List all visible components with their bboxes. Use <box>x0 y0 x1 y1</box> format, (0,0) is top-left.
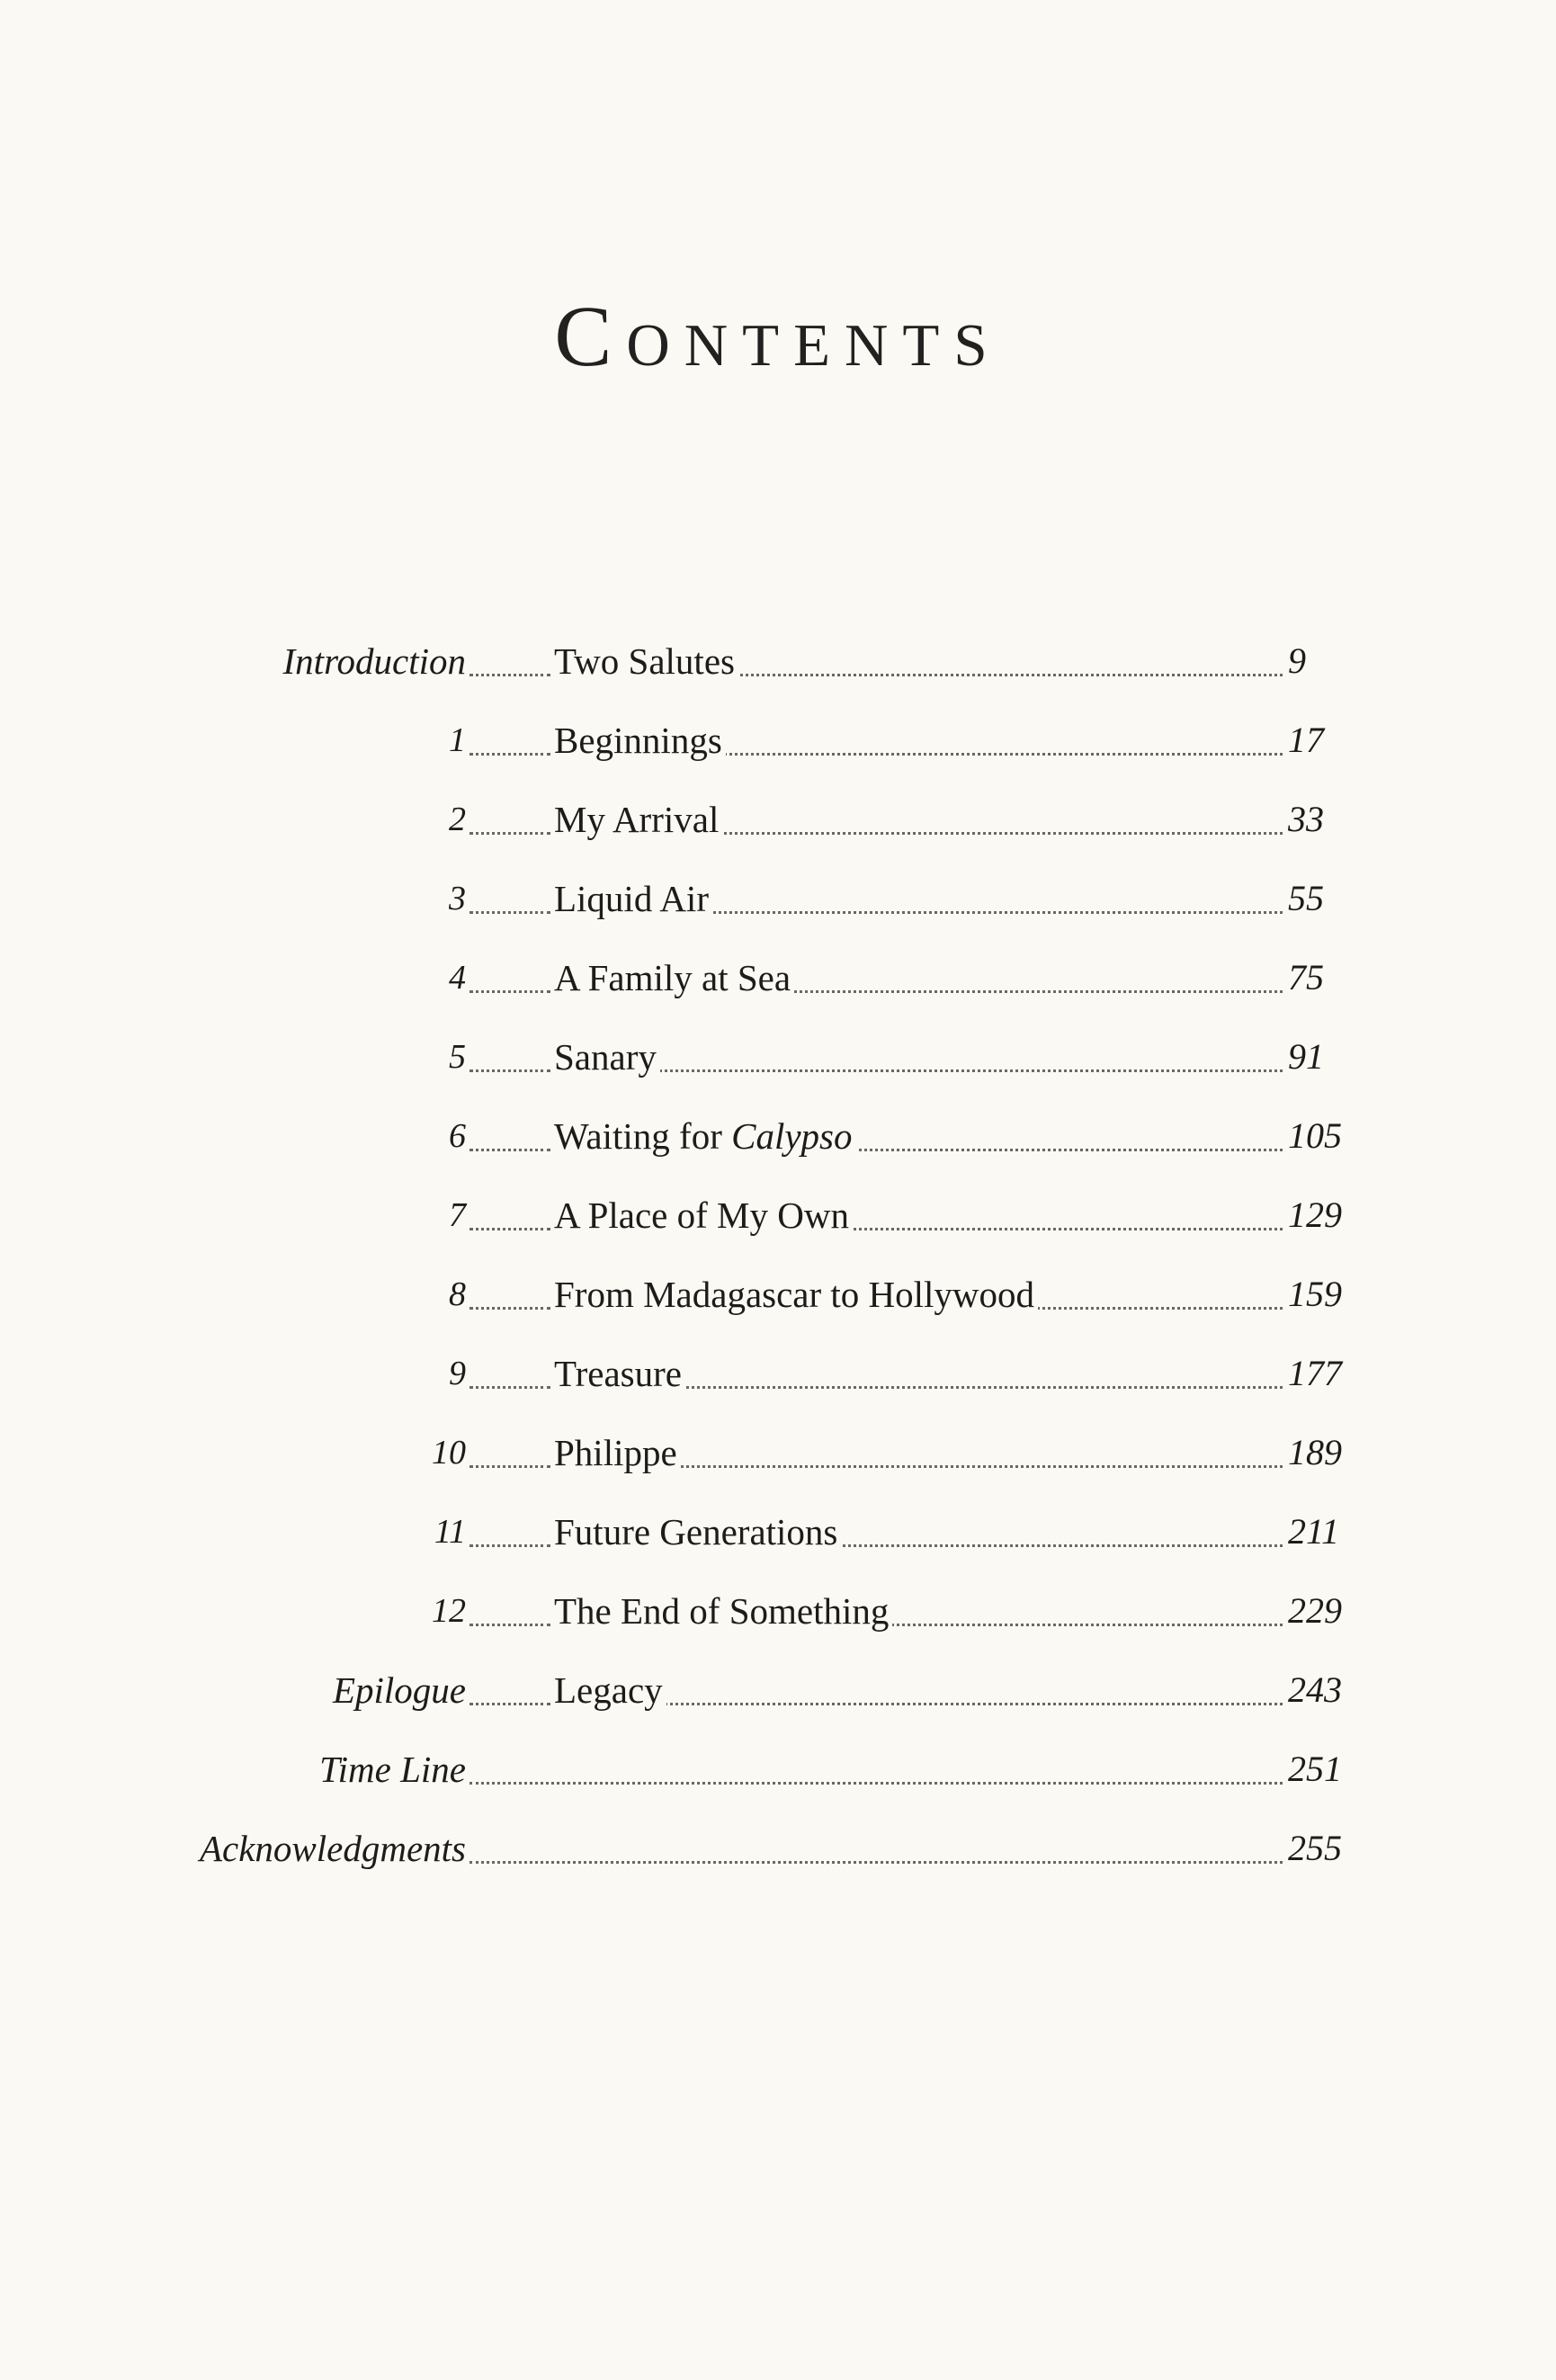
entry-title: Beginnings <box>554 709 726 772</box>
entry-page: 229 <box>1284 1579 1342 1642</box>
entry-label: Epilogue <box>332 1669 466 1711</box>
entry-title: A Family at Sea <box>554 946 794 1009</box>
dot-leader <box>558 1069 1283 1072</box>
entry-page: 105 <box>1284 1105 1342 1168</box>
dot-leader <box>469 990 550 993</box>
toc-entry <box>0 1421 1556 1484</box>
dot-leader <box>469 1386 550 1389</box>
entry-page: 243 <box>1284 1659 1342 1722</box>
entry-label: 6 <box>449 1117 466 1155</box>
toc-entry <box>0 709 1556 772</box>
entry-label: 3 <box>449 880 466 917</box>
toc-entry <box>0 1500 1556 1563</box>
entry-page: 129 <box>1284 1184 1342 1247</box>
dot-leader <box>558 1703 1283 1705</box>
entry-label: Introduction <box>282 640 466 682</box>
entry-label: 1 <box>449 721 466 759</box>
entry-page: 211 <box>1284 1500 1339 1563</box>
toc-entry <box>0 1263 1556 1326</box>
entry-page: 255 <box>1284 1817 1342 1880</box>
entry-label: 9 <box>449 1355 466 1392</box>
entry-title <box>554 1105 856 1168</box>
page-title: Contents <box>554 288 1002 384</box>
dot-leader <box>469 1703 550 1705</box>
entry-label: Acknowledgments <box>199 1828 466 1869</box>
toc-entry <box>0 630 1556 693</box>
entry-label: 2 <box>449 801 466 838</box>
toc-entry <box>0 1025 1556 1088</box>
entry-label: Time Line <box>319 1749 466 1790</box>
dot-leader <box>469 1782 1283 1785</box>
dot-leader <box>469 832 550 835</box>
entry-title: Treasure <box>554 1342 685 1405</box>
entry-title-text: Waiting for <box>554 1115 732 1157</box>
entry-title-italic: Calypso <box>731 1115 853 1157</box>
entry-page: 17 <box>1284 709 1324 772</box>
toc-entry <box>0 1579 1556 1642</box>
entry-title: From Madagascar to Hollywood <box>554 1263 1038 1326</box>
dot-leader <box>469 1069 550 1072</box>
dot-leader <box>469 1228 550 1230</box>
entry-label: 4 <box>449 959 466 997</box>
entry-page: 189 <box>1284 1421 1342 1484</box>
entry-page: 33 <box>1284 788 1324 851</box>
toc-entry <box>0 1659 1556 1722</box>
entry-label: 12 <box>432 1592 466 1630</box>
entry-label: 7 <box>449 1196 466 1234</box>
dot-leader <box>469 1544 550 1547</box>
entry-title: My Arrival <box>554 788 722 851</box>
entry-page: 9 <box>1284 630 1306 693</box>
toc-entry <box>0 1817 1556 1880</box>
dot-leader <box>469 1307 550 1310</box>
dot-leader <box>469 753 550 756</box>
toc-entry <box>0 946 1556 1009</box>
entry-label: 5 <box>449 1038 466 1076</box>
entry-title: The End of Something <box>554 1579 892 1642</box>
toc-entry <box>0 867 1556 930</box>
entry-page: 91 <box>1284 1025 1324 1088</box>
toc-entry <box>0 1342 1556 1405</box>
entry-title: Two Salutes <box>554 630 738 693</box>
entry-page: 55 <box>1284 867 1324 930</box>
dot-leader <box>469 911 550 914</box>
entry-page: 159 <box>1284 1263 1342 1326</box>
toc-entry <box>0 1738 1556 1801</box>
entry-title: Philippe <box>554 1421 681 1484</box>
entry-label: 10 <box>432 1434 466 1472</box>
dot-leader <box>469 1149 550 1151</box>
toc-entry <box>0 788 1556 851</box>
entry-title: A Place of My Own <box>554 1184 853 1247</box>
dot-leader <box>469 1861 1283 1864</box>
entry-page: 251 <box>1284 1738 1342 1801</box>
entry-title: Liquid Air <box>554 867 712 930</box>
entry-label: 8 <box>449 1275 466 1313</box>
toc-entry <box>0 1105 1556 1168</box>
dot-leader <box>469 1624 550 1626</box>
entry-title: Sanary <box>554 1025 660 1088</box>
entry-page: 177 <box>1284 1342 1342 1405</box>
toc-entry <box>0 1184 1556 1247</box>
entry-label: 11 <box>434 1513 466 1551</box>
dot-leader <box>469 674 550 676</box>
entry-title: Legacy <box>554 1659 666 1722</box>
entry-page: 75 <box>1284 946 1324 1009</box>
entry-title: Future Generations <box>554 1500 841 1563</box>
dot-leader <box>469 1465 550 1468</box>
